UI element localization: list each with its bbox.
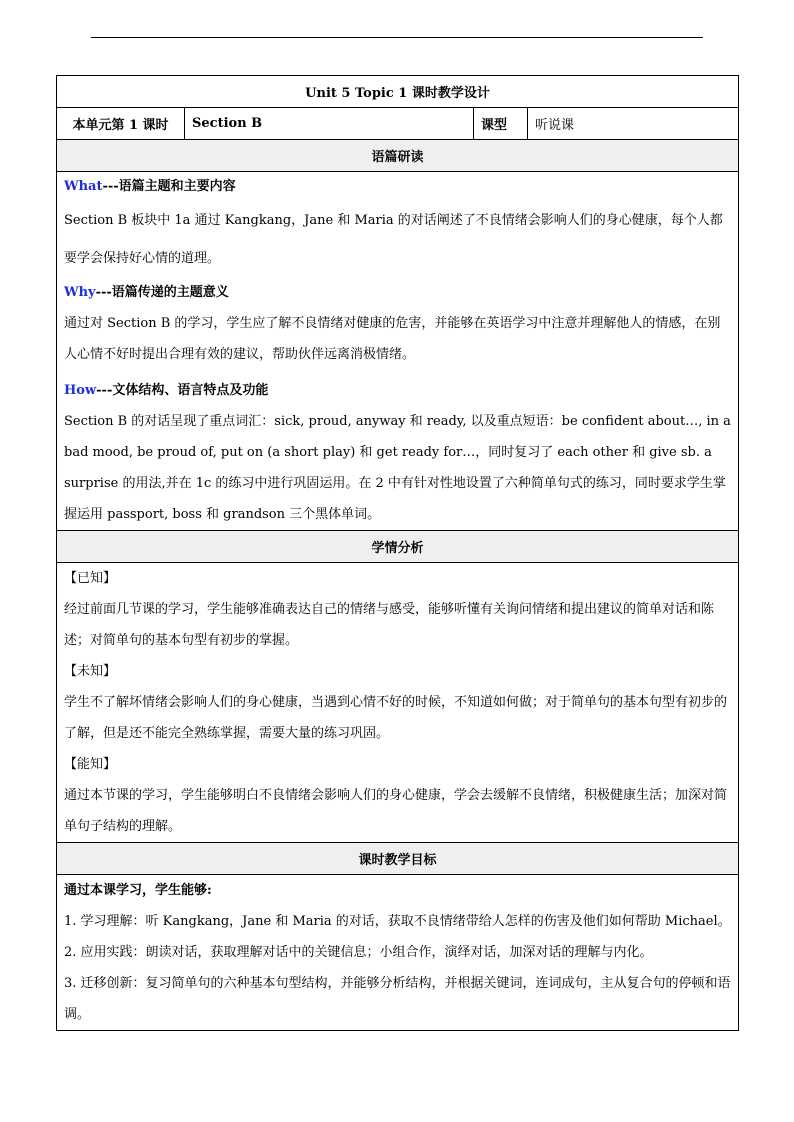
unit-period-label: 本单元第 1 课时 [57, 108, 185, 140]
unknown-label: 【未知】 [64, 664, 117, 679]
goal-item: 3. 迁移创新：复习简单句的六种基本句型结构，并能够分析结构，并根据关键词，连词成句，主从复合句的停顿和语调。 [64, 976, 731, 1022]
goal-item: 2. 应用实践：朗读对话，获取理解对话中的关键信息；小组合作，演绎对话，加深对话的理解与内化。 [64, 945, 653, 960]
lesson-plan-table [56, 75, 739, 1031]
lesson-type-label: 课型 [474, 108, 528, 140]
analysis-content [57, 563, 739, 843]
why-heading: Why---语篇传递的主题意义 [64, 285, 229, 300]
known-label: 【已知】 [64, 571, 117, 586]
section-header-goals: 课时教学目标 [57, 843, 739, 875]
section-header-reading: 语篇研读 [57, 140, 739, 172]
lesson-type-value: 听说课 [528, 108, 739, 140]
why-text: 通过对 Section B 的学习，学生应了解不良情绪对健康的危害，并能够在英语学习中注意并理解他人的情感，在别人心情不好时提出合理有效的建议，帮助伙伴远离消极情绪。 [64, 316, 721, 362]
goals-intro: 通过本课学习，学生能够: [64, 883, 212, 898]
how-heading: How---文体结构、语言特点及功能 [64, 383, 269, 398]
reading-content [57, 172, 739, 531]
header-rule [91, 37, 703, 38]
what-text: Section B 板块中 1a 通过 Kangkang，Jane 和 Maria 的对话阐述了不良情绪会影响人们的身心健康，每个人都要学会保持好心情的道理。 [64, 213, 723, 266]
table-title: Unit 5 Topic 1 课时教学设计 [57, 76, 739, 108]
section-label: Section B [185, 108, 474, 140]
able-label: 【能知】 [64, 757, 117, 772]
how-text: Section B 的对话呈现了重点词汇：sick, proud, anyway 和 ready, 以及重点短语：be confident about…, in a bad mood, be proud of, put on (a short play) 和 get ready for…，同时复习了 each other 和 give sb. a surprise 的用法,并在 1c 的练习中进行巩固运用。在 2 中有针对性地设置了六种简单句式的练习，同时要求学生掌握运用 passport, boss 和 grandson 三个黑体单词。 [64, 414, 731, 522]
known-text: 经过前面几节课的学习，学生能够准确表达自己的情绪与感受，能够听懂有关询问情绪和提出建议的简单对话和陈述；对简单句的基本句型有初步的掌握。 [64, 602, 715, 648]
goal-item: 1. 学习理解：听 Kangkang，Jane 和 Maria 的对话，获取不良情绪带给人怎样的伤害及他们如何帮助 Michael。 [64, 914, 731, 929]
able-text: 通过本节课的学习，学生能够明白不良情绪会影响人们的身心健康，学会去缓解不良情绪，积极健康生活；加深对简单句子结构的理解。 [64, 788, 728, 834]
section-header-analysis: 学情分析 [57, 531, 739, 563]
unknown-text: 学生不了解坏情绪会影响人们的身心健康，当遇到心情不好的时候，不知道如何做；对于简单句的基本句型有初步的了解，但是还不能完全熟练掌握，需要大量的练习巩固。 [64, 695, 728, 741]
goals-content [57, 875, 739, 1031]
what-heading: What---语篇主题和主要内容 [64, 179, 236, 194]
